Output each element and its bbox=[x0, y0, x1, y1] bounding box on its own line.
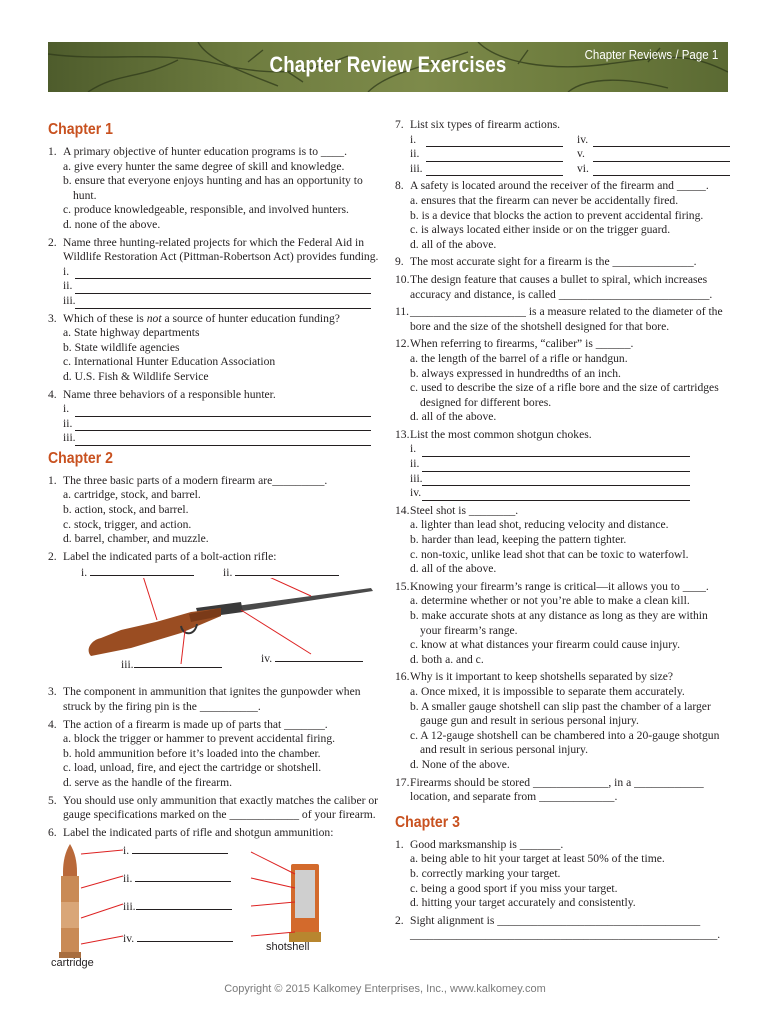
right-column bbox=[395, 118, 730, 946]
option: c. is always located either inside or on the trigger guard. bbox=[410, 223, 671, 237]
answer-line[interactable] bbox=[577, 147, 730, 162]
rifle-label-iv[interactable] bbox=[261, 650, 363, 667]
chapter-2-heading: Chapter 2 bbox=[48, 449, 113, 467]
question-number: 5. bbox=[48, 793, 57, 807]
option: a. give every hunter the same degree of skill and knowledge. bbox=[63, 159, 345, 173]
ammunition-diagram bbox=[51, 840, 383, 970]
label-num: iii. bbox=[121, 658, 134, 672]
ch3-question-1 bbox=[395, 838, 730, 911]
option: a. State highway departments bbox=[63, 326, 200, 340]
option: b. always expressed in hundredths of an inch. bbox=[410, 366, 621, 380]
ammo-label-iv[interactable] bbox=[123, 930, 233, 947]
ammo-label-iii[interactable] bbox=[123, 898, 232, 915]
label-num: i. bbox=[123, 844, 130, 858]
answer-line[interactable] bbox=[410, 472, 730, 487]
option: b. harder than lead, keeping the pattern tighter. bbox=[410, 533, 627, 547]
option: a. Once mixed, it is impossible to separate them accurately. bbox=[410, 684, 685, 698]
option: b. is a device that blocks the action to prevent accidental firing. bbox=[410, 208, 704, 222]
question-text: List six types of firearm actions. bbox=[410, 118, 561, 131]
option: b. A smaller gauge shotshell can slip past the chamber of a larger gauge gun and result in serious personal injury. bbox=[410, 699, 711, 728]
option: d. None of the above. bbox=[410, 757, 510, 771]
question-number: 6. bbox=[48, 825, 57, 839]
question-number: 3. bbox=[48, 685, 57, 699]
line-label: iii. bbox=[410, 161, 423, 175]
question-text: Sight alignment is ___________________________________ bbox=[410, 913, 701, 927]
answer-grid bbox=[410, 133, 730, 177]
question-number: 2. bbox=[48, 549, 57, 563]
rifle-label-iii[interactable] bbox=[121, 656, 222, 673]
question-number: 2. bbox=[395, 913, 404, 927]
option: d. U.S. Fish & Wildlife Service bbox=[63, 369, 209, 383]
option: b. correctly marking your target. bbox=[410, 866, 561, 880]
answer-line[interactable] bbox=[63, 402, 383, 417]
line-label: ii. bbox=[63, 416, 73, 430]
option: d. both a. and c. bbox=[410, 652, 484, 666]
question-number: 1. bbox=[48, 473, 57, 487]
option: c. International Hunter Education Association bbox=[63, 355, 276, 369]
ch2-question-16 bbox=[395, 670, 730, 772]
line-label: iii. bbox=[63, 293, 76, 307]
question-text: Label the indicated parts of a bolt-action rifle: bbox=[63, 549, 277, 563]
question-text: A safety is located around the receiver of the firearm and _____. bbox=[410, 179, 709, 193]
question-text: You should use only ammunition that exactly matches the caliber or gauge specifications marked on the ____________ of your firearm. bbox=[63, 793, 379, 822]
ch2-question-1 bbox=[48, 474, 383, 547]
label-num: ii. bbox=[223, 566, 233, 580]
line-label: ii. bbox=[410, 457, 420, 471]
line-label: i. bbox=[410, 132, 417, 146]
option: d. serve as the handle of the firearm. bbox=[63, 776, 233, 789]
ch2-question-9 bbox=[395, 255, 730, 270]
answer-line[interactable] bbox=[63, 265, 383, 280]
ch1-question-3 bbox=[48, 312, 383, 385]
answer-line[interactable] bbox=[410, 486, 730, 501]
question-number: 1. bbox=[48, 145, 57, 158]
question-text: The three basic parts of a modern firearm are_________. bbox=[63, 473, 328, 487]
question-number: 4. bbox=[48, 387, 57, 401]
answer-line[interactable] bbox=[410, 147, 563, 162]
option: a. cartridge, stock, and barrel. bbox=[63, 488, 201, 502]
shotshell-caption: shotshell bbox=[266, 941, 310, 954]
label-num: iii. bbox=[123, 900, 136, 914]
question-text: The component in ammunition that ignites the gunpowder when struck by the firing pin is the __________. bbox=[63, 685, 361, 714]
label-num: ii. bbox=[123, 872, 133, 886]
ch2-question-8 bbox=[395, 179, 730, 252]
question-number: 17. bbox=[395, 775, 410, 789]
option: b. action, stock, and barrel. bbox=[63, 503, 189, 517]
ch1-question-4 bbox=[48, 388, 383, 446]
option: d. all of the above. bbox=[410, 410, 497, 424]
question-text: List the most common shotgun chokes. bbox=[410, 427, 592, 441]
question-text: Label the indicated parts of rifle and shotgun ammunition: bbox=[63, 825, 334, 839]
question-number: 13. bbox=[395, 427, 410, 441]
question-text: The action of a firearm is made up of parts that _______. bbox=[63, 717, 328, 731]
answer-line[interactable] bbox=[410, 162, 563, 177]
text-part: a source of hunter education funding? bbox=[161, 311, 340, 325]
option: c. A 12-gauge shotshell can be chambered into a 20-gauge shotgun and result in serious personal injury. bbox=[410, 728, 720, 757]
option: a. lighter than lead shot, reducing velocity and distance. bbox=[410, 518, 669, 532]
copyright-footer: Copyright © 2015 Kalkomey Enterprises, Inc., www.kalkomey.com bbox=[224, 983, 546, 995]
answer-line[interactable] bbox=[410, 133, 563, 148]
question-number: 11. bbox=[395, 305, 410, 319]
question-number: 7. bbox=[395, 118, 404, 131]
option: a. determine whether or not you’re able to make a clean kill. bbox=[410, 594, 690, 608]
line-label: ii. bbox=[410, 147, 420, 161]
option: b. make accurate shots at any distance as long as they are within your firearm’s range. bbox=[410, 609, 708, 637]
ch2-question-7 bbox=[395, 118, 730, 176]
question-text: When referring to firearms, “caliber” is ______. bbox=[410, 337, 634, 351]
line-label: i. bbox=[63, 402, 70, 416]
question-text: Knowing your firearm’s range is critical—it allows you to ____. bbox=[410, 579, 709, 593]
ch2-question-11 bbox=[395, 305, 730, 334]
question-text: Firearms should be stored _____________, in a ____________ location, and separate from _____________. bbox=[410, 775, 704, 804]
header-banner bbox=[48, 42, 728, 92]
question-text bbox=[63, 312, 383, 327]
page-indicator: Chapter Reviews / Page 1 bbox=[584, 48, 718, 62]
line-label: iii. bbox=[410, 471, 423, 485]
answer-line[interactable] bbox=[63, 431, 383, 446]
line-label: i. bbox=[63, 264, 70, 278]
option: d. all of the above. bbox=[410, 562, 497, 576]
question-text-continued: _____________________________________________________. bbox=[410, 928, 721, 942]
label-num: iv. bbox=[261, 652, 273, 666]
question-number: 9. bbox=[395, 255, 404, 269]
option: c. being a good sport if you miss your target. bbox=[410, 881, 618, 895]
ch2-question-6 bbox=[48, 826, 383, 971]
line-label: vi. bbox=[577, 161, 589, 175]
question-number: 10. bbox=[395, 272, 410, 286]
question-text: The most accurate sight for a firearm is the ______________. bbox=[410, 255, 697, 269]
ch2-question-15 bbox=[395, 580, 730, 668]
chapter-1-heading: Chapter 1 bbox=[48, 121, 113, 138]
question-number: 3. bbox=[48, 311, 57, 325]
answer-line[interactable] bbox=[577, 133, 730, 148]
option: d. barrel, chamber, and muzzle. bbox=[63, 532, 209, 546]
option: c. used to describe the size of a rifle bore and the size of cartridges designed for different bores. bbox=[410, 381, 719, 409]
page-title: Chapter Review Exercises bbox=[269, 52, 507, 77]
question-text: Steel shot is ________. bbox=[410, 503, 519, 517]
option: a. the length of the barrel of a rifle or handgun. bbox=[410, 351, 628, 365]
ch2-question-5 bbox=[48, 794, 383, 823]
ch2-question-17 bbox=[395, 776, 730, 805]
option: c. produce knowledgeable, responsible, and involved hunters. bbox=[63, 203, 349, 217]
answer-line[interactable] bbox=[410, 442, 730, 457]
answer-line[interactable] bbox=[63, 294, 383, 309]
option: a. block the trigger or hammer to prevent accidental firing. bbox=[63, 732, 336, 746]
option: c. load, unload, fire, and eject the cartridge or shotshell. bbox=[63, 761, 322, 775]
question-number: 4. bbox=[48, 717, 57, 731]
option: c. non-toxic, unlike lead shot that can be toxic to waterfowl. bbox=[410, 547, 689, 561]
option: b. State wildlife agencies bbox=[63, 340, 180, 354]
line-label: iii. bbox=[63, 431, 76, 445]
option: c. know at what distances your firearm could cause injury. bbox=[410, 638, 681, 652]
answer-line[interactable] bbox=[63, 417, 383, 432]
option: d. all of the above. bbox=[410, 237, 497, 251]
text-part: Which of these is bbox=[63, 311, 147, 325]
ammo-label-ii[interactable] bbox=[123, 870, 231, 887]
question-text: A primary objective of hunter education programs is to ____. bbox=[63, 145, 347, 158]
answer-line[interactable] bbox=[410, 457, 730, 472]
label-num: i. bbox=[81, 566, 88, 580]
option: b. ensure that everyone enjoys hunting and has an opportunity to hunt. bbox=[63, 174, 363, 202]
ch1-question-2 bbox=[48, 236, 383, 309]
answer-line[interactable] bbox=[577, 162, 730, 177]
line-label: iv. bbox=[577, 132, 589, 146]
question-number: 2. bbox=[48, 235, 57, 249]
question-text: Name three behaviors of a responsible hunter. bbox=[63, 387, 276, 401]
option: b. hold ammunition before it’s loaded into the chamber. bbox=[63, 746, 321, 760]
question-number: 8. bbox=[395, 179, 404, 193]
question-number: 1. bbox=[395, 837, 404, 851]
text-emphasis: not bbox=[146, 311, 162, 325]
question-text: Good marksmanship is _______. bbox=[410, 837, 564, 851]
line-label: iv. bbox=[410, 486, 422, 500]
ch2-question-2 bbox=[48, 550, 383, 683]
question-number: 15. bbox=[395, 579, 410, 593]
question-number: 12. bbox=[395, 337, 410, 351]
question-number: 16. bbox=[395, 670, 410, 684]
question-text: The design feature that causes a bullet to spiral, which increases accuracy and distance, is called __________________________. bbox=[410, 272, 713, 301]
left-column bbox=[48, 118, 383, 973]
line-label: i. bbox=[410, 442, 417, 456]
ch2-question-10 bbox=[395, 273, 730, 302]
option: a. ensures that the firearm can never be accidentally fired. bbox=[410, 193, 679, 207]
answer-line[interactable] bbox=[63, 279, 383, 294]
line-label: v. bbox=[577, 147, 585, 161]
ammo-label-i[interactable] bbox=[123, 842, 228, 859]
cartridge-caption: cartridge bbox=[51, 957, 94, 970]
option: d. hitting your target accurately and consistently. bbox=[410, 896, 636, 910]
chapter-3-heading: Chapter 3 bbox=[395, 813, 460, 831]
question-text: Name three hunting-related projects for which the Federal Aid in Wildlife Restoration Act (Pittman-Robertson Act) provides funding. bbox=[63, 235, 379, 264]
line-label: ii. bbox=[63, 279, 73, 293]
rifle-diagram bbox=[61, 564, 383, 682]
ch2-question-4 bbox=[48, 718, 383, 791]
question-number: 14. bbox=[395, 503, 410, 517]
ch2-question-14 bbox=[395, 504, 730, 577]
ch2-question-12 bbox=[395, 337, 730, 425]
ch2-question-3 bbox=[48, 685, 383, 714]
question-text: ____________________ is a measure related to the diameter of the bore and the size of the shotshell designed for that bore. bbox=[410, 305, 723, 333]
ch2-question-13 bbox=[395, 428, 730, 501]
label-num: iv. bbox=[123, 932, 135, 946]
ch1-question-1 bbox=[48, 145, 383, 233]
question-text: Why is it important to keep shotshells separated by size? bbox=[410, 670, 674, 684]
option: a. being able to hit your target at least 50% of the time. bbox=[410, 852, 665, 866]
option: c. stock, trigger, and action. bbox=[63, 517, 192, 531]
option: d. none of the above. bbox=[63, 217, 161, 231]
ch3-question-2 bbox=[395, 914, 730, 943]
